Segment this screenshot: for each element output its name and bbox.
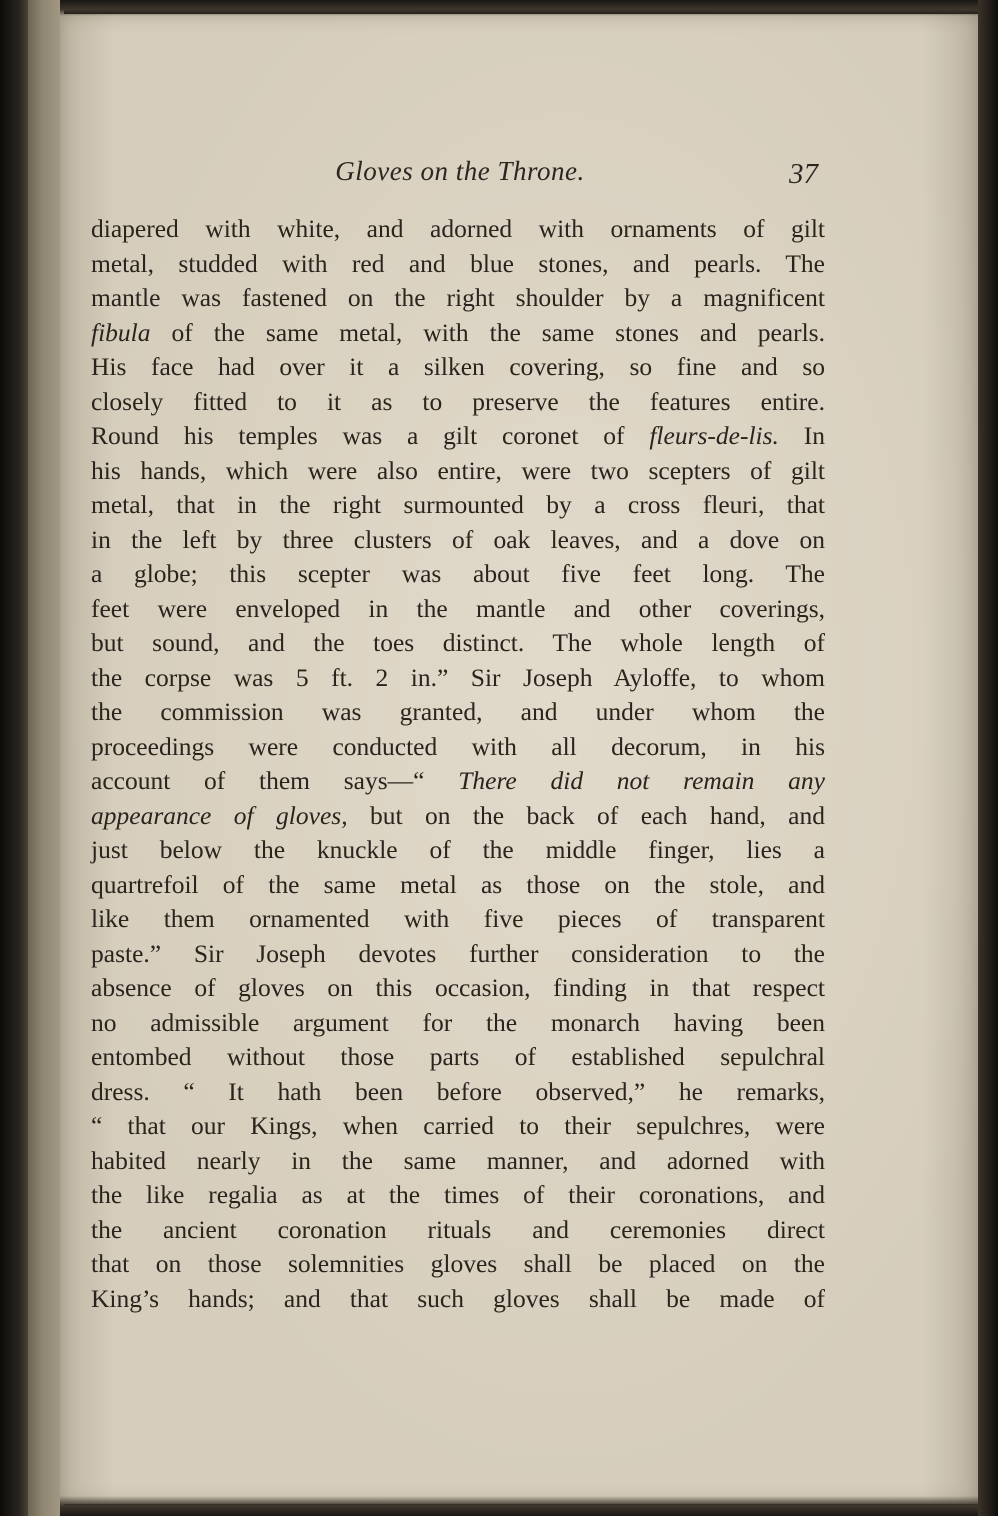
body-text bbox=[91, 212, 825, 1316]
text-run: like them ornamented with five pieces of transparent bbox=[91, 904, 825, 933]
text-run: of the same metal, with the same stones and pearls. bbox=[150, 317, 825, 347]
text-line bbox=[91, 833, 825, 868]
text-run: mantle was fastened on the right shoulder by a magnificent bbox=[91, 283, 825, 312]
text-line bbox=[91, 626, 825, 661]
text-line bbox=[91, 1247, 825, 1282]
book-gutter bbox=[28, 0, 64, 1516]
text-run: the commission was granted, and under whom the bbox=[91, 697, 825, 726]
text-run: the like regalia as at the times of their coronations, and bbox=[91, 1180, 825, 1209]
text-line bbox=[91, 212, 825, 247]
text-run: quartrefoil of the same metal as those on the stole, and bbox=[91, 869, 825, 899]
text-line bbox=[91, 937, 825, 972]
text-run: In bbox=[778, 421, 825, 450]
text-line bbox=[91, 764, 825, 799]
text-line bbox=[91, 971, 825, 1006]
running-title: Gloves on the Throne. bbox=[335, 156, 585, 186]
text-line bbox=[91, 385, 825, 420]
text-line bbox=[91, 316, 825, 351]
text-run: feet were enveloped in the mantle and other coverings, bbox=[91, 593, 825, 623]
page-top-edge bbox=[60, 0, 978, 16]
text-line bbox=[91, 902, 825, 937]
text-line bbox=[91, 695, 825, 730]
text-line bbox=[91, 592, 825, 627]
text-line bbox=[91, 1282, 825, 1317]
text-line bbox=[91, 1178, 825, 1213]
text-run: dress. “ It hath been before observed,” he remarks, bbox=[91, 1076, 825, 1106]
italic-text: There did not remain any bbox=[458, 766, 825, 795]
text-run: no admissible argument for the monarch having been bbox=[91, 1007, 825, 1037]
text-run: entombed without those parts of established sepulchral bbox=[91, 1042, 825, 1071]
text-run: just below the knuckle of the middle finger, lies a bbox=[91, 835, 825, 864]
text-run: proceedings were conducted with all decorum, in his bbox=[91, 731, 825, 761]
text-line bbox=[91, 419, 825, 454]
page-right-edge bbox=[978, 0, 998, 1516]
text-line bbox=[91, 488, 825, 523]
text-run: account of them says—“ bbox=[91, 766, 459, 795]
text-run: diapered with white, and adorned with ornaments of gilt bbox=[91, 214, 825, 243]
text-run: metal, studded with red and blue stones, and pearls. The bbox=[91, 248, 825, 278]
italic-text: fleurs-de-lis. bbox=[649, 421, 779, 450]
italic-text: fibula bbox=[91, 317, 151, 347]
text-run: that on those solemnities gloves shall be placed on the bbox=[91, 1249, 825, 1278]
text-line bbox=[91, 1075, 825, 1110]
text-run: but on the back of each hand, and bbox=[347, 800, 825, 830]
text-run: metal, that in the right surmounted by a cross fleuri, that bbox=[91, 490, 825, 519]
page-bottom-edge bbox=[60, 1496, 978, 1516]
text-run: King’s hands; and that such gloves shall be made of bbox=[91, 1283, 825, 1313]
text-line bbox=[91, 661, 825, 696]
text-run: absence of gloves on this occasion, finding in that respect bbox=[91, 973, 825, 1002]
text-line bbox=[91, 1109, 825, 1144]
text-run: the ancient coronation rituals and ceremonies direct bbox=[91, 1214, 825, 1244]
text-line bbox=[91, 1213, 825, 1248]
page-number: 37 bbox=[789, 158, 818, 190]
text-run: the corpse was 5 ft. 2 in.” Sir Joseph Ayloffe, to whom bbox=[91, 662, 825, 692]
text-run: paste.” Sir Joseph devotes further consideration to the bbox=[91, 938, 825, 968]
text-line bbox=[91, 247, 825, 282]
text-run: Round his temples was a gilt coronet of bbox=[91, 421, 650, 450]
text-run: “ that our Kings, when carried to their sepulchres, were bbox=[91, 1111, 825, 1140]
text-run: habited nearly in the same manner, and adorned with bbox=[91, 1145, 825, 1175]
text-line bbox=[91, 1006, 825, 1041]
text-line bbox=[91, 281, 825, 316]
text-run: but sound, and the toes distinct. The whole length of bbox=[91, 628, 825, 657]
text-line bbox=[91, 730, 825, 765]
text-line bbox=[91, 454, 825, 489]
text-line bbox=[91, 1040, 825, 1075]
text-run: closely fitted to it as to preserve the features entire. bbox=[91, 386, 825, 416]
text-line bbox=[91, 868, 825, 903]
text-run: in the left by three clusters of oak leaves, and a dove on bbox=[91, 524, 825, 554]
text-line bbox=[91, 523, 825, 558]
text-line bbox=[91, 799, 825, 834]
running-head bbox=[90, 156, 830, 196]
book-spine-shadow bbox=[0, 0, 28, 1516]
text-line bbox=[91, 350, 825, 385]
text-run: His face had over it a silken covering, so fine and so bbox=[91, 352, 825, 381]
text-run: a globe; this scepter was about five feet long. The bbox=[91, 559, 825, 588]
text-run: his hands, which were also entire, were two scepters of gilt bbox=[91, 455, 825, 485]
text-line bbox=[91, 1144, 825, 1179]
italic-text: appearance of gloves, bbox=[91, 800, 348, 830]
text-line bbox=[91, 557, 825, 592]
